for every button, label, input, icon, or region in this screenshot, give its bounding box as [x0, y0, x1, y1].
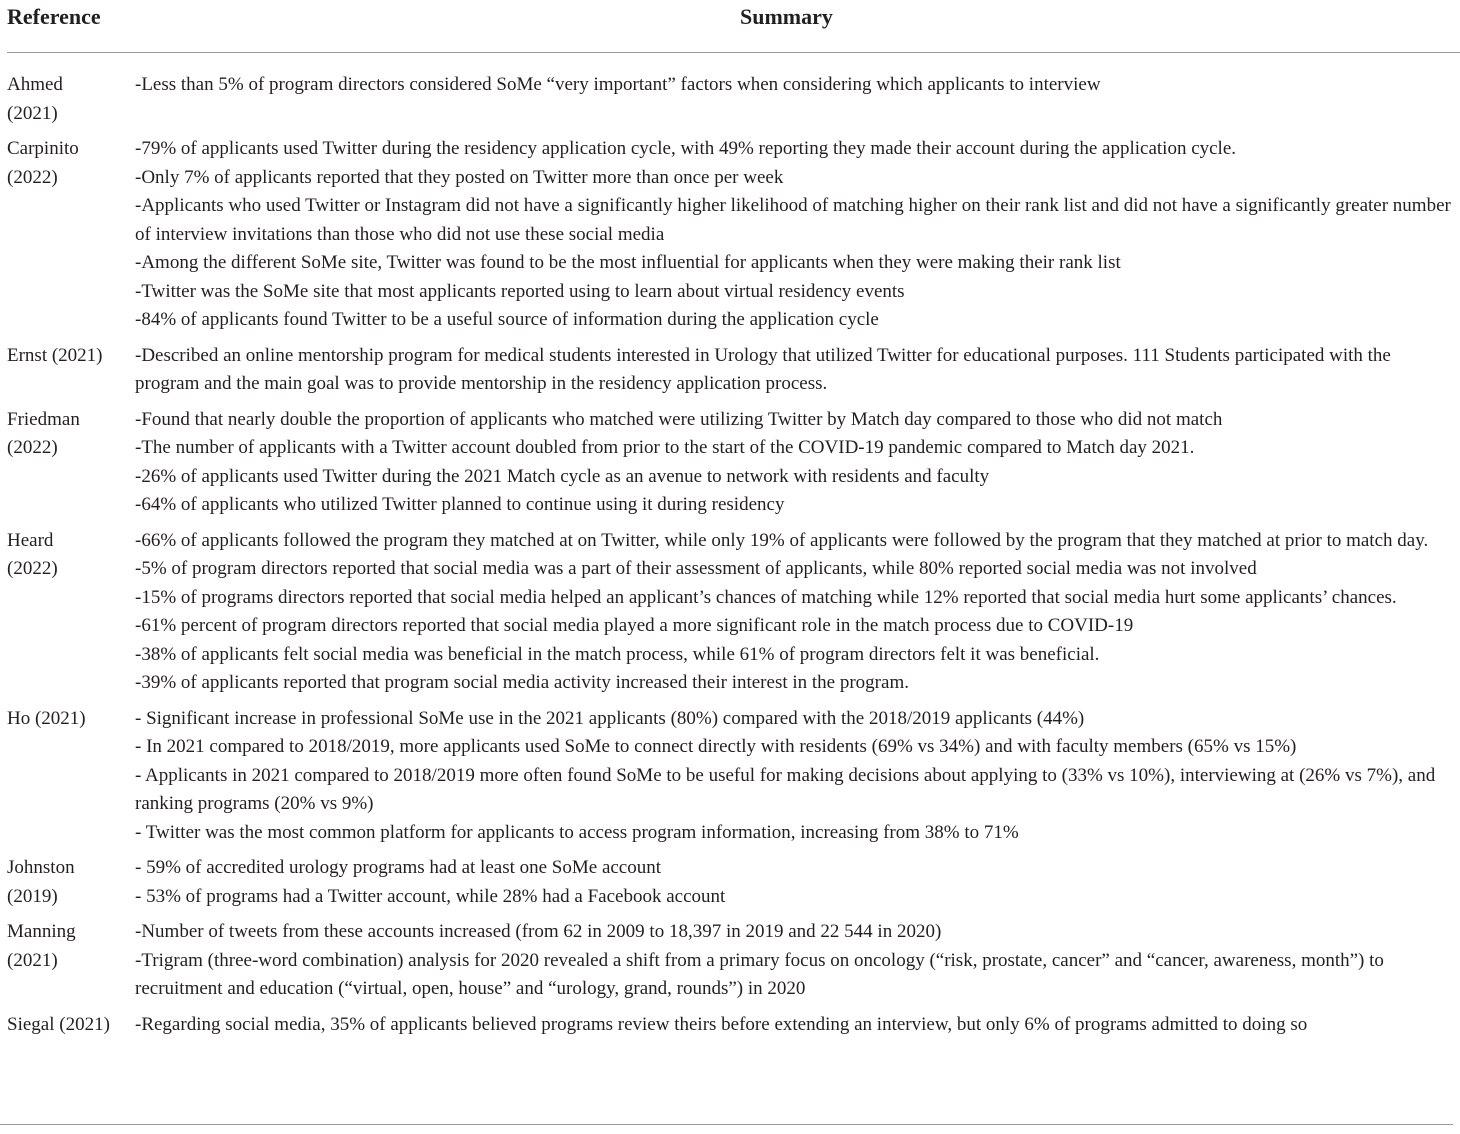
summary-line: -84% of applicants found Twitter to be a useful source of information during the application cycle [135, 309, 879, 330]
summary-line: -66% of applicants followed the program they matched at on Twitter, while only 19% of applicants were followed by the program that they matched at prior to match day. [135, 529, 1429, 551]
summary-line: -26% of applicants used Twitter during the 2021 Match cycle as an avenue to network with residents and faculty [135, 465, 990, 487]
summary-line: -Trigram (three-word combination) analysis for 2020 revealed a shift from a primary focus on oncology (“risk, prostate, cancer” and “cancer, awareness, month”) to recruitment and education (“virtual, open, house” and “urology, grand, rounds”) in 2020 [135, 949, 1384, 999]
summary-cell [135, 406, 1460, 520]
table-header [7, 0, 1460, 53]
table-bottom-rule [0, 1124, 1453, 1125]
summary-cell [135, 1011, 1460, 1040]
table-row [7, 1011, 1460, 1040]
summary-line: -64% of applicants who utilized Twitter planned to continue using it during residency [135, 494, 785, 515]
summary-line: -Found that nearly double the proportion of applicants who matched were utilizing Twitter by Match day compared to those who did not match [135, 408, 1223, 430]
summary-cell [135, 135, 1460, 335]
reference-cell: Johnston (2019) [7, 857, 75, 907]
header-reference: Reference [7, 4, 101, 29]
table-row [7, 406, 1460, 520]
summary-line: -61% percent of program directors reported that social media played a more significant role in the match process due to COVID-19 [135, 615, 1134, 636]
summary-line: - 53% of programs had a Twitter account, while 28% had a Facebook account [135, 885, 726, 907]
reference-cell: Carpinito (2022) [7, 138, 79, 188]
summary-cell [135, 342, 1460, 399]
table-row [7, 342, 1460, 399]
summary-line: -39% of applicants reported that program social media activity increased their interest in the program. [135, 672, 909, 693]
summary-cell [135, 71, 1460, 128]
summary-line: - Twitter was the most common platform for applicants to access program information, increasing from 38% to 71% [135, 821, 1019, 843]
reference-cell: Ahmed (2021) [7, 74, 63, 124]
table-row [7, 527, 1460, 698]
summary-line: -Only 7% of applicants reported that they posted on Twitter more than once per week [135, 166, 784, 188]
summary-line: -79% of applicants used Twitter during the residency application cycle, with 49% reporting they made their account during the application cycle. [135, 138, 1237, 159]
header-summary: Summary [740, 4, 833, 29]
summary-line: -38% of applicants felt social media was beneficial in the match process, while 61% of program directors felt it was beneficial. [135, 643, 1100, 665]
summary-line: -5% of program directors reported that social media was a part of their assessment of applicants, while 80% reported social media was not involved [135, 558, 1257, 579]
reference-cell: Heard (2022) [7, 529, 58, 579]
summary-line: -Applicants who used Twitter or Instagram did not have a significantly higher likelihood of matching higher on their rank list and did not have a significantly greater number of interview invitations than those who did not use these social media [135, 195, 1451, 245]
summary-line: - In 2021 compared to 2018/2019, more applicants used SoMe to connect directly with residents (69% vs 34%) and with faculty members (65% vs 15%) [135, 736, 1297, 757]
table-row [7, 135, 1460, 335]
reference-cell: Ernst (2021) [7, 344, 103, 366]
reference-cell: Manning (2021) [7, 921, 76, 971]
table-row [7, 705, 1460, 848]
summary-line: -Regarding social media, 35% of applicants believed programs review theirs before extending an interview, but only 6% of programs admitted to doing so [135, 1013, 1308, 1035]
summary-cell [135, 918, 1460, 1004]
table-row [7, 71, 1460, 128]
summary-line: -15% of programs directors reported that social media helped an applicant’s chances of matching while 12% reported that social media hurt some applicants’ chances. [135, 586, 1397, 608]
reference-cell: Ho (2021) [7, 707, 86, 729]
summary-line: - 59% of accredited urology programs had at least one SoMe account [135, 857, 662, 878]
reference-cell: Siegal (2021) [7, 1013, 110, 1035]
summary-cell [135, 527, 1460, 698]
summary-line: - Applicants in 2021 compared to 2018/2019 more often found SoMe to be useful for making decisions about applying to (33% vs 10%), interviewing at (26% vs 7%), and ranking programs (20% vs 9%) [135, 764, 1436, 814]
summary-cell [135, 854, 1460, 911]
summary-line: -Less than 5% of program directors considered SoMe “very important” factors when considering which applicants to interview [135, 74, 1101, 95]
summary-line: -Among the different SoMe site, Twitter was found to be the most influential for applicants when they were making their rank list [135, 252, 1121, 273]
summary-line: -The number of applicants with a Twitter account doubled from prior to the start of the COVID-19 pandemic compared to Match day 2021. [135, 437, 1195, 458]
table-body [7, 53, 1460, 1039]
summary-line: - Significant increase in professional SoMe use in the 2021 applicants (80%) compared with the 2018/2019 applicants (44%) [135, 707, 1085, 729]
summary-table [7, 0, 1460, 1039]
summary-line: -Described an online mentorship program for medical students interested in Urology that utilized Twitter for educational purposes. 111 Students participated with the program and the main goal was to provide mentorship in the residency application process. [135, 344, 1391, 394]
reference-cell: Friedman (2022) [7, 408, 80, 458]
table-row [7, 854, 1460, 911]
summary-line: -Number of tweets from these accounts increased (from 62 in 2009 to 18,397 in 2019 and 22 544 in 2020) [135, 921, 942, 942]
summary-cell [135, 705, 1460, 848]
table-row [7, 918, 1460, 1004]
summary-line: -Twitter was the SoMe site that most applicants reported using to learn about virtual residency events [135, 280, 905, 302]
